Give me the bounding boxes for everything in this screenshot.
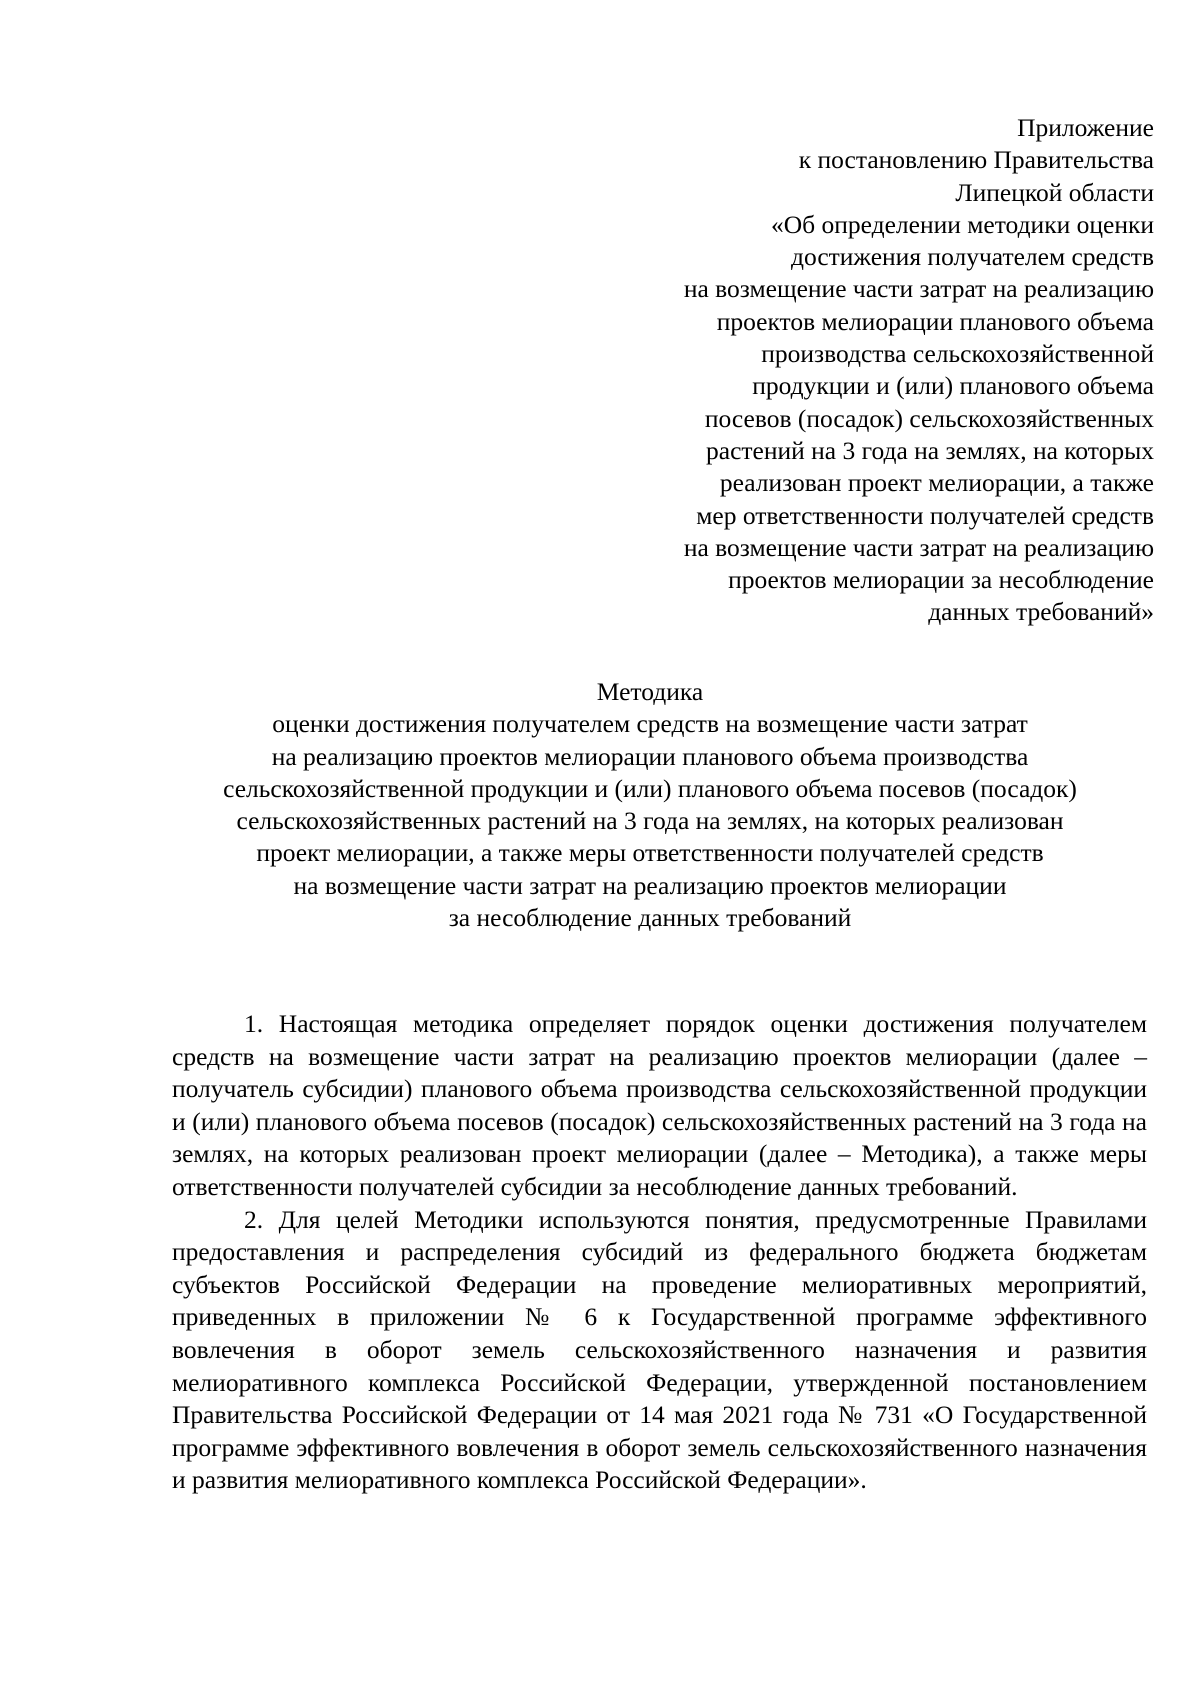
heading-subtitle-line: на возмещение части затрат на реализацию проектов мелиорации xyxy=(293,870,1007,900)
appendix-line: Приложение xyxy=(1017,113,1154,142)
appendix-line: к постановлению Правительства xyxy=(798,145,1154,175)
heading-subtitle-line: проект мелиорации, а также меры ответственности получателей средств xyxy=(256,838,1044,868)
appendix-line: Липецкой области xyxy=(955,177,1154,207)
appendix-line: посевов (посадок) сельскохозяйственных xyxy=(704,403,1154,433)
heading-subtitle-line: сельскохозяйственных растений на 3 года на землях, на которых реализован xyxy=(236,806,1064,836)
heading-subtitle-line: за несоблюдение данных требований xyxy=(448,903,852,933)
paragraph-2: 2. Для целей Методики используются понятия, предусмотренные Правилами предоставления и распределения субсидий из федерального бюджета бюджетам субъектов Российской Федерации на проведение мелиоративных мероприятий, приведенных в приложении № 6 к Государственной программе эффективного вовлечения в оборот земель сельскохозяйственного назначения и развития мелиоративного комплекса Российской Федерации, утвержденной постановлением Правительства Российской Федерации от 14 мая 2021 года № 731 «О Государственной программе эффективного вовлечения в оборот земель сельскохозяйственного назначения и развития мелиоративного комплекса Российской Федерации». xyxy=(172,1204,1147,1495)
heading-subtitle-line: на реализацию проектов мелиорации планового объема производства xyxy=(271,741,1029,771)
appendix-line: мер ответственности получателей средств xyxy=(696,500,1154,530)
appendix-line: продукции и (или) планового объема xyxy=(752,371,1154,401)
appendix-block xyxy=(594,112,1154,629)
appendix-line: данных требований» xyxy=(928,597,1154,627)
heading-subtitle-line: сельскохозяйственной продукции и (или) планового объема посевов (посадок) xyxy=(223,773,1077,803)
appendix-line: растений на 3 года на землях, на которых xyxy=(706,435,1154,465)
appendix-line: на возмещение части затрат на реализацию xyxy=(683,274,1154,304)
appendix-line: реализован проект мелиорации, а также xyxy=(719,468,1154,498)
heading-title: Методика xyxy=(596,677,704,706)
appendix-line: достижения получателем средств xyxy=(790,242,1154,272)
appendix-line: «Об определении методики оценки xyxy=(771,209,1154,239)
appendix-line: на возмещение части затрат на реализацию xyxy=(683,532,1154,562)
body-text xyxy=(172,1008,1147,1497)
appendix-line: производства сельскохозяйственной xyxy=(761,339,1154,369)
heading-subtitle-line: оценки достижения получателем средств на возмещение части затрат xyxy=(272,709,1028,739)
appendix-line: проектов мелиорации планового объема xyxy=(716,306,1154,336)
appendix-line: проектов мелиорации за несоблюдение xyxy=(728,565,1154,595)
document-heading xyxy=(150,676,1150,934)
paragraph-1: 1. Настоящая методика определяет порядок оценки достижения получателем средств на возмещение части затрат на реализацию проектов мелиорации (далее – получатель субсидии) планового объема производства сельскохозяйственной продукции и (или) планового объема посевов (посадок) сельскохозяйственных растений на 3 года на землях, на которых реализован проект мелиорации (далее – Методика), а также меры ответственности получателей субсидии за несоблюдение данных требований. xyxy=(172,1009,1147,1201)
